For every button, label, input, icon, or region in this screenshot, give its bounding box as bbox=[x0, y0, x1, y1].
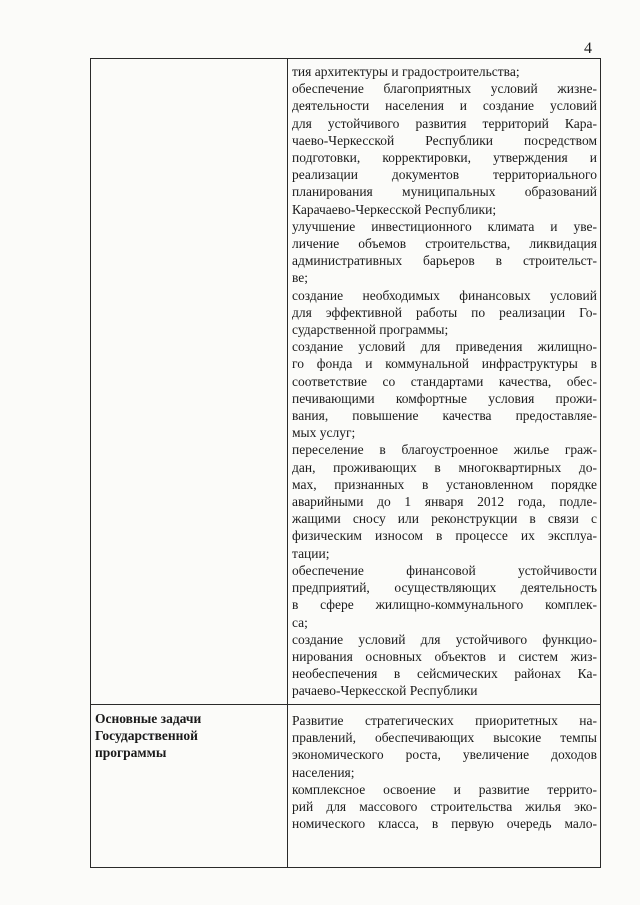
text-line: обеспечение благоприятных условий жизне- bbox=[292, 81, 597, 97]
text-line: населения; bbox=[292, 764, 355, 780]
text-line: чаево-Черкесской Республики посредством bbox=[292, 132, 597, 148]
text-line: Развитие стратегических приоритетных на- bbox=[292, 713, 597, 728]
text-line: деятельности населения и создание условий bbox=[292, 98, 597, 114]
text-line: нирования основных объектов и систем жиз- bbox=[292, 648, 597, 664]
text-line: го фонда и коммунальной инфраструктуры в bbox=[292, 356, 597, 372]
tasks-heading-line: Государственной bbox=[95, 728, 198, 744]
program-passport-table bbox=[90, 58, 601, 868]
text-line: Карачаево-Черкесской Республики; bbox=[292, 201, 497, 217]
text-line: тации; bbox=[292, 545, 330, 561]
text-line: физическим износом в процессе их эксплуа- bbox=[292, 528, 597, 544]
page-number: 4 bbox=[584, 40, 592, 57]
text-line: создание необходимых финансовых условий bbox=[292, 287, 597, 303]
column-divider bbox=[287, 59, 288, 867]
text-line: дан, проживающих в многоквартирных до- bbox=[292, 459, 597, 475]
tasks-cell bbox=[292, 712, 597, 868]
text-line: мах, признанных в установленном порядке bbox=[292, 476, 597, 492]
text-line: сударственной программы; bbox=[292, 322, 449, 338]
text-line: предприятий, осуществляющих деятельность bbox=[292, 580, 597, 596]
text-line: соответствие со стандартами качества, обес- bbox=[292, 373, 597, 389]
text-line: вания, повышение качества предоставляе- bbox=[292, 408, 597, 424]
text-line: административных барьеров в строительст- bbox=[292, 253, 597, 269]
goals-cell bbox=[292, 63, 597, 701]
text-line: необеспечения в сейсмических районах Ка- bbox=[292, 666, 597, 682]
text-line: в сфере жилищно-коммунального комплек- bbox=[292, 597, 597, 613]
text-line: правлений, обеспечивающих высокие темпы bbox=[292, 730, 597, 746]
text-line: печивающими комфортные условия прожи- bbox=[292, 390, 597, 406]
tasks-heading-line: программы bbox=[95, 745, 167, 761]
text-line: улучшение инвестиционного климата и уве- bbox=[292, 218, 597, 234]
text-line: для устойчивого развития территорий Кара- bbox=[292, 115, 597, 131]
text-line: комплексное освоение и развитие террито- bbox=[292, 781, 597, 797]
text-line: личение объемов строительства, ликвидация bbox=[292, 236, 597, 252]
text-line: номического класса, в первую очередь мало- bbox=[292, 816, 597, 832]
text-line: обеспечение финансовой устойчивости bbox=[292, 562, 597, 578]
text-line: ве; bbox=[292, 270, 309, 286]
text-line: переселение в благоустроенное жилье граж- bbox=[292, 442, 597, 458]
text-line: планирования муниципальных образований bbox=[292, 184, 597, 200]
text-line: рачаево-Черкесской Республики bbox=[292, 683, 478, 699]
text-line: для эффективной работы по реализации Го- bbox=[292, 304, 597, 320]
text-line: тия архитектуры и градостроительства; bbox=[292, 64, 520, 79]
text-line: аварийными до 1 января 2012 года, подле- bbox=[292, 494, 597, 510]
tasks-heading-cell bbox=[95, 710, 281, 762]
text-line: жащими сносу или реконструкции в связи с bbox=[292, 511, 597, 527]
tasks-heading-line: Основные задачи bbox=[95, 711, 202, 726]
text-line: экономического роста, увеличение доходов bbox=[292, 747, 597, 763]
text-line: рий для массового строительства жилья эко- bbox=[292, 799, 597, 815]
text-line: создание условий для приведения жилищно- bbox=[292, 339, 597, 355]
text-line: создание условий для устойчивого функцио- bbox=[292, 631, 597, 647]
text-line: реализации документов территориального bbox=[292, 167, 597, 183]
text-line: са; bbox=[292, 614, 308, 630]
row-divider bbox=[91, 704, 600, 705]
text-line: подготовки, корректировки, утверждения и bbox=[292, 150, 597, 166]
text-line: мых услуг; bbox=[292, 425, 356, 441]
